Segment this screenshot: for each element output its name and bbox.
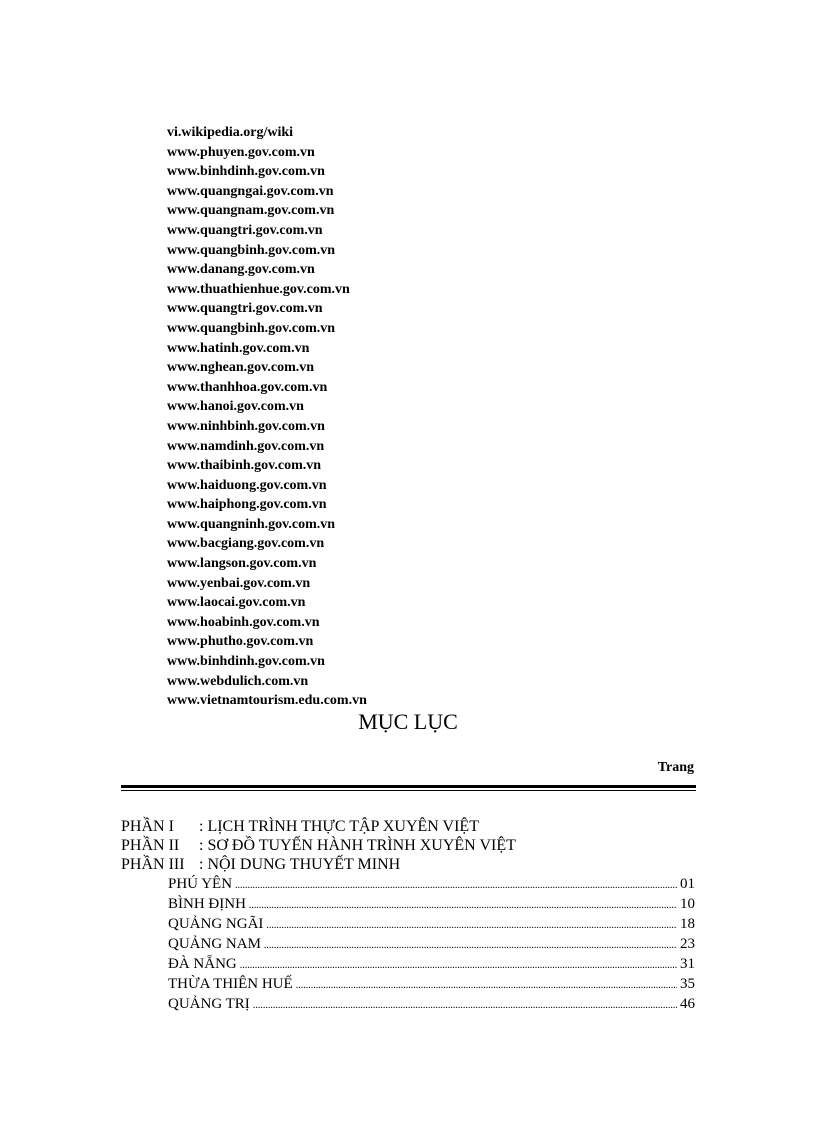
entry-name: PHÚ YÊN	[168, 876, 233, 892]
reference-link: www.quangtri.gov.com.vn	[167, 222, 323, 238]
entry-name: BÌNH ĐỊNH	[168, 896, 246, 912]
toc-entry	[168, 994, 695, 1014]
reference-link: www.quangbinh.gov.com.vn	[167, 242, 336, 258]
reference-link: www.thuathienhue.gov.com.vn	[167, 281, 350, 297]
part-title: : SƠ ĐỒ TUYẾN HÀNH TRÌNH XUYÊN VIỆT	[199, 837, 516, 854]
page-column-header: Trang	[657, 760, 694, 775]
toc-entry	[168, 934, 695, 954]
reference-link: www.quangninh.gov.com.vn	[167, 516, 336, 532]
dot-leader	[253, 996, 677, 1016]
reference-link: www.thaibinh.gov.com.vn	[167, 458, 322, 474]
toc-entry	[168, 874, 695, 894]
reference-link: www.haiduong.gov.com.vn	[167, 477, 327, 493]
reference-link: www.danang.gov.com.vn	[167, 262, 315, 278]
toc-part-row	[121, 836, 516, 855]
dot-leader	[235, 876, 677, 896]
toc-parts	[121, 817, 516, 874]
reference-link: www.binhdinh.gov.com.vn	[167, 164, 325, 180]
dot-leader	[296, 976, 677, 996]
entry-name: QUẢNG TRỊ	[168, 996, 250, 1012]
toc-entries	[168, 874, 695, 1014]
entry-name: QUẢNG NAM	[168, 936, 261, 952]
part-title: : NỘI DUNG THUYẾT MINH	[199, 856, 401, 873]
entry-name: THỪA THIÊN HUẾ	[168, 976, 293, 992]
reference-link: www.vietnamtourism.edu.com.vn	[167, 693, 367, 709]
toc-part-row	[121, 855, 516, 874]
reference-link: www.hanoi.gov.com.vn	[167, 399, 304, 415]
entry-page-number: 18	[680, 916, 695, 932]
entry-page-number: 35	[680, 976, 695, 992]
dot-leader	[240, 956, 677, 976]
reference-link: www.nghean.gov.com.vn	[167, 360, 315, 376]
toc-entry	[168, 914, 695, 934]
reference-link: www.binhdinh.gov.com.vn	[167, 654, 325, 670]
reference-link: www.namdinh.gov.com.vn	[167, 438, 325, 454]
part-label: PHẦN I	[121, 818, 174, 835]
reference-link: www.quangbinh.gov.com.vn	[167, 320, 336, 336]
toc-entry	[168, 894, 695, 914]
reference-link: www.langson.gov.com.vn	[167, 556, 317, 572]
entry-page-number: 10	[680, 896, 695, 912]
entry-name: QUẢNG NGÃI	[168, 916, 264, 932]
entry-page-number: 31	[680, 956, 695, 972]
entry-page-number: 01	[680, 876, 695, 892]
part-title: : LỊCH TRÌNH THỰC TẬP XUYÊN VIỆT	[199, 818, 479, 835]
reference-link: vi.wikipedia.org/wiki	[167, 125, 294, 140]
reference-link: www.phuyen.gov.com.vn	[167, 144, 315, 160]
reference-link: www.hoabinh.gov.com.vn	[167, 614, 320, 630]
double-rule-divider	[121, 785, 696, 791]
reference-link: www.quangnam.gov.com.vn	[167, 203, 335, 219]
reference-link: www.quangtri.gov.com.vn	[167, 301, 323, 317]
reference-link: www.yenbai.gov.com.vn	[167, 575, 311, 591]
reference-link-list	[167, 123, 367, 711]
reference-link: www.quangngai.gov.com.vn	[167, 183, 334, 199]
reference-link: www.laocai.gov.com.vn	[167, 595, 306, 611]
reference-link: www.thanhhoa.gov.com.vn	[167, 379, 328, 395]
toc-part-row	[121, 817, 516, 836]
reference-link: www.haiphong.gov.com.vn	[167, 497, 327, 513]
dot-leader	[264, 936, 677, 956]
reference-link: www.hatinh.gov.com.vn	[167, 340, 310, 356]
reference-link: www.bacgiang.gov.com.vn	[167, 536, 325, 552]
toc-title: MỤC LỤC	[358, 709, 458, 734]
entry-page-number: 46	[680, 996, 695, 1012]
reference-link: www.webdulich.com.vn	[167, 673, 309, 689]
entry-page-number: 23	[680, 936, 695, 952]
reference-link: www.ninhbinh.gov.com.vn	[167, 418, 325, 434]
rule-thin-line	[121, 790, 696, 791]
part-label: PHẦN III	[121, 856, 185, 873]
rule-thick-line	[121, 785, 696, 788]
reference-link: www.phutho.gov.com.vn	[167, 634, 314, 650]
entry-name: ĐÀ NẴNG	[168, 956, 237, 972]
part-label: PHẦN II	[121, 837, 180, 854]
toc-entry	[168, 974, 695, 994]
toc-entry	[168, 954, 695, 974]
dot-leader	[266, 916, 677, 936]
dot-leader	[249, 896, 677, 916]
